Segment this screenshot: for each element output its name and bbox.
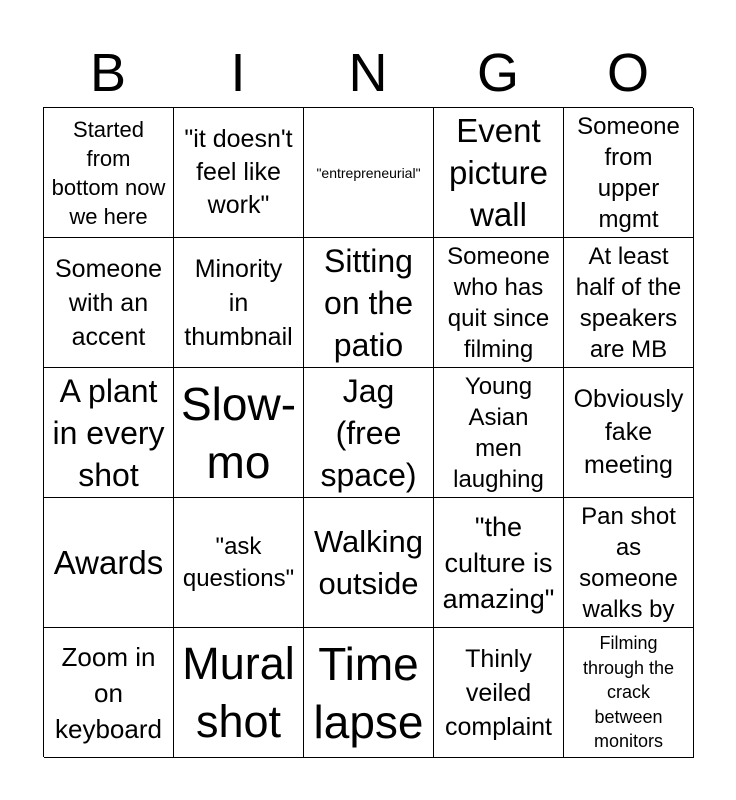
cell-text: Zoom in on keyboard [55, 641, 162, 744]
cell-text: Minority in thumbnail [184, 254, 293, 351]
bingo-cell[interactable] [174, 108, 304, 238]
cell-text: Mural shot [182, 637, 295, 747]
cell-text: Time lapse [313, 637, 424, 748]
cell-text: Event picture wall [448, 111, 549, 233]
bingo-header [43, 40, 693, 106]
bingo-cell[interactable] [174, 368, 304, 498]
header-letter-o: O [606, 43, 649, 103]
bingo-cell[interactable] [434, 108, 564, 238]
header-letter-b: B [89, 43, 127, 103]
bingo-cell[interactable] [564, 628, 694, 758]
bingo-cell[interactable] [174, 498, 304, 628]
bingo-cell[interactable] [304, 108, 434, 238]
cell-text: Obviously fake meeting [573, 385, 684, 479]
bingo-cell[interactable] [304, 498, 434, 628]
cell-text: Thinly veiled complaint [445, 644, 552, 741]
cell-text: Pan shot as someone walks by [579, 502, 678, 623]
bingo-cell[interactable] [174, 628, 304, 758]
cell-text: At least half of the speakers are MB [575, 242, 682, 363]
bingo-cell[interactable] [434, 368, 564, 498]
cell-text: Someone from upper mgmt [577, 112, 680, 233]
bingo-cell[interactable] [564, 368, 694, 498]
cell-text: Someone with an accent [54, 254, 163, 351]
header-letter-g: G [476, 43, 519, 103]
cell-text: Slow- mo [180, 377, 297, 488]
bingo-cell[interactable] [434, 238, 564, 368]
bingo-cell[interactable] [174, 238, 304, 368]
cell-text: "the culture is amazing" [442, 511, 555, 614]
bingo-cell[interactable] [44, 628, 174, 758]
cell-text: Sitting on the patio [324, 242, 413, 363]
bingo-cell[interactable] [44, 368, 174, 498]
bingo-cell[interactable] [304, 238, 434, 368]
bingo-cell[interactable] [304, 368, 434, 498]
cell-text: Started from bottom now we here [51, 116, 166, 229]
bingo-cell[interactable] [44, 238, 174, 368]
cell-text: Jag (free space) [320, 372, 417, 493]
cell-text: "entrepreneurial" [316, 164, 421, 181]
cell-text: Young Asian men laughing [453, 372, 544, 493]
bingo-cell[interactable] [564, 108, 694, 238]
header-letter-i: I [230, 43, 246, 103]
header-letter-n: N [348, 43, 388, 103]
cell-text: Awards [53, 543, 164, 581]
cell-text: Walking outside [313, 523, 424, 601]
bingo-cell[interactable] [304, 628, 434, 758]
bingo-cell[interactable] [44, 108, 174, 238]
bingo-board [43, 107, 693, 757]
bingo-cell[interactable] [434, 498, 564, 628]
bingo-cell[interactable] [434, 628, 564, 758]
bingo-cell[interactable] [564, 498, 694, 628]
cell-text: Someone who has quit since filming [447, 242, 550, 363]
bingo-cell[interactable] [564, 238, 694, 368]
cell-text: "ask questions" [182, 532, 295, 592]
cell-text: A plant in every shot [52, 372, 165, 493]
bingo-cell[interactable] [44, 498, 174, 628]
cell-text: "it doesn't feel like work" [184, 125, 293, 219]
cell-text: Filming through the crack between monitors [582, 633, 675, 752]
